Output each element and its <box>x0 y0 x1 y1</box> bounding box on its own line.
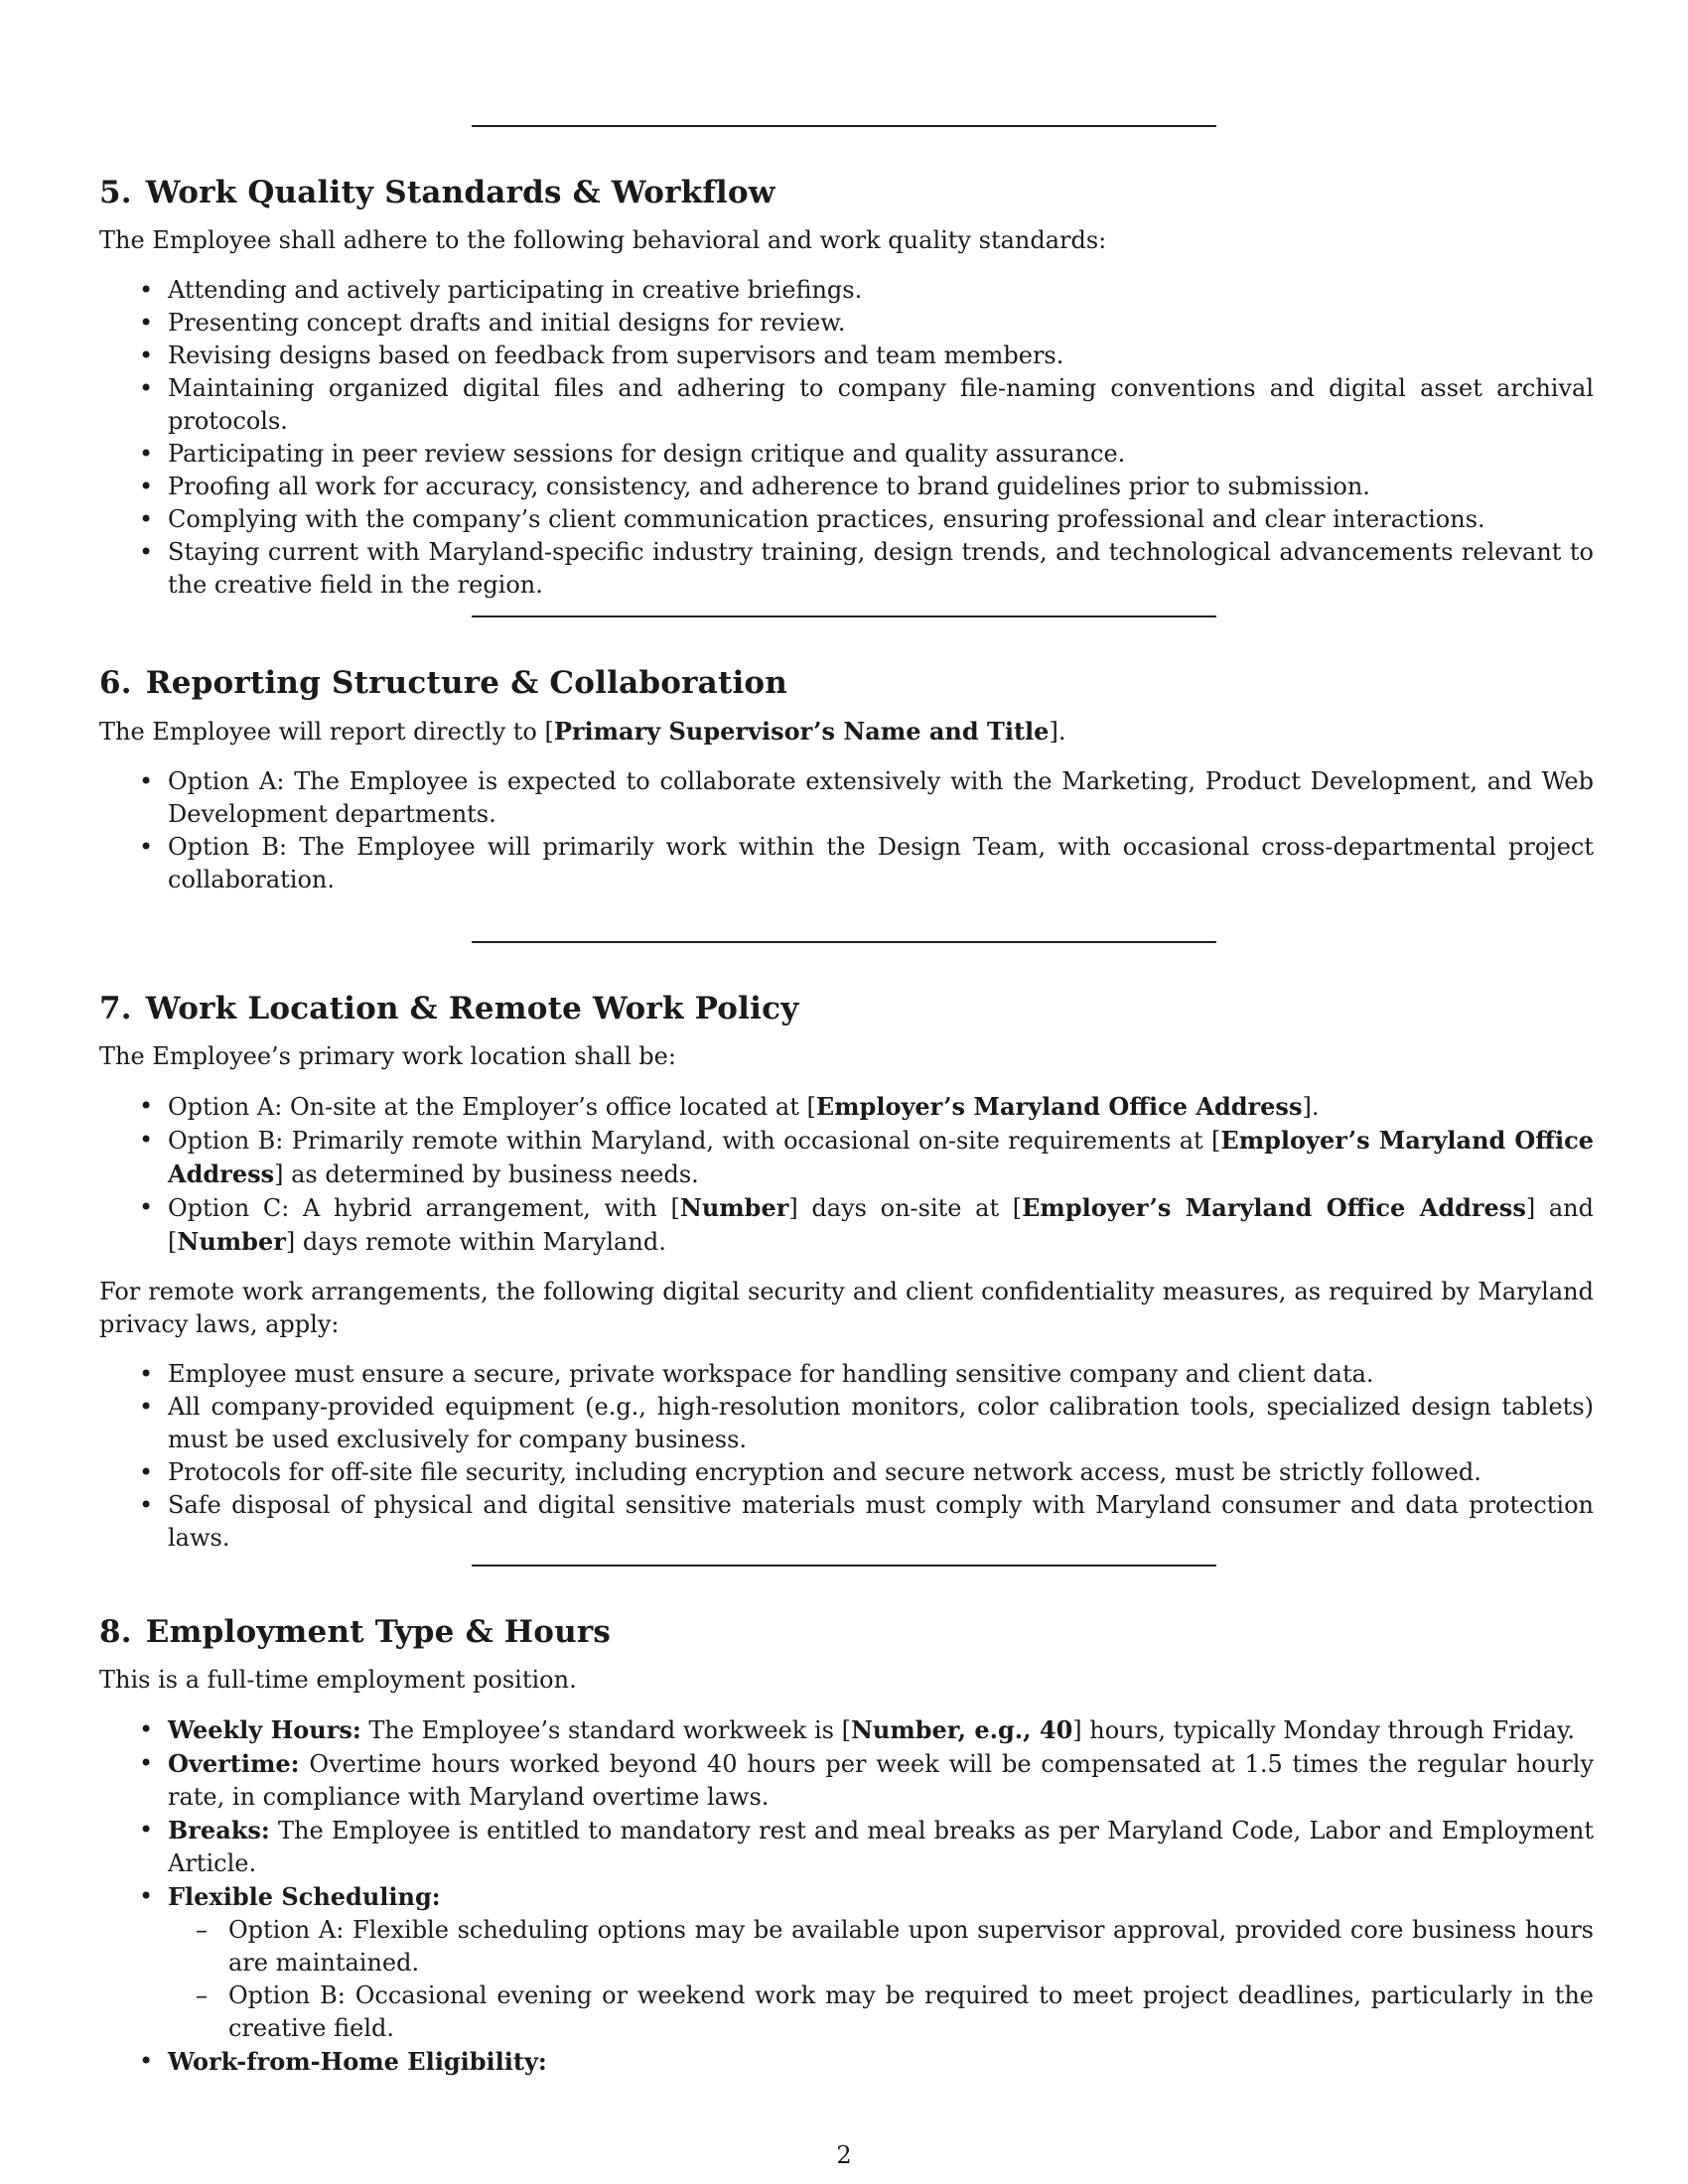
list-item: • Revising designs based on feedback from supervisors and team members. <box>99 340 1594 372</box>
list-item: • Overtime: Overtime hours worked beyond 40 hours per week will be compensated at 1.5 times the regular hourly rate, in compliance with Maryland overtime laws. <box>99 1747 1594 1814</box>
list-item: • Participating in peer review sessions for design critique and quality assurance. <box>99 438 1594 471</box>
list-item: • Protocols for off-site file security, including encryption and secure network access, must be strictly followed. <box>99 1456 1594 1489</box>
section-6-list <box>99 765 1594 896</box>
section-divider <box>472 1565 1216 1567</box>
list-item: • Breaks: The Employee is entitled to mandatory rest and meal breaks as per Maryland Code, Labor and Employment Article. <box>99 1814 1594 1880</box>
list-item: – Option B: Occasional evening or weekend work may be required to meet project deadlines, particularly in the creative field. <box>168 1979 1594 2045</box>
list-item: • Option C: A hybrid arrangement, with [Number] days on-site at [Employer’s Maryland Office Address] and [Number] days remote within Maryland. <box>99 1191 1594 1259</box>
flex-scheduling-options <box>168 1914 1594 2045</box>
section-7-heading: 7. Work Location & Remote Work Policy <box>99 991 799 1026</box>
list-item: • Attending and actively participating in creative briefings. <box>99 274 1594 307</box>
list-item: • Presenting concept drafts and initial designs for review. <box>99 307 1594 340</box>
list-item: • Complying with the company’s client communication practices, ensuring professional and clear interactions. <box>99 503 1594 536</box>
list-item: • Maintaining organized digital files and adhering to company file-naming conventions and digital asset archival protocols. <box>99 372 1594 438</box>
section-7-intro: The Employee’s primary work location shall be: <box>99 1042 676 1070</box>
list-item: • All company-provided equipment (e.g., high-resolution monitors, color calibration tools, specialized design tablets) must be used exclusively for company business. <box>99 1391 1594 1456</box>
section-divider <box>472 941 1216 943</box>
page-number: 2 <box>836 2141 852 2169</box>
remote-work-intro: For remote work arrangements, the following digital security and client confidentiality measures, as required by Maryland privacy laws, apply: <box>99 1278 1594 1338</box>
list-item: – Option A: Flexible scheduling options may be available upon supervisor approval, provided core business hours are maintained. <box>168 1914 1594 1979</box>
list-item: • Option B: The Employee will primarily work within the Design Team, with occasional cross-departmental project collaboration. <box>99 831 1594 896</box>
section-divider <box>472 125 1216 127</box>
list-item: • Option A: On-site at the Employer’s office located at [Employer’s Maryland Office Address]. <box>99 1090 1594 1124</box>
section-8 <box>99 1612 1594 2079</box>
work-location-options <box>99 1090 1594 1259</box>
remote-work-list <box>99 1358 1594 1555</box>
section-5-heading: 5. Work Quality Standards & Workflow <box>99 175 775 210</box>
list-item: • Safe disposal of physical and digital sensitive materials must comply with Maryland consumer and data protection laws. <box>99 1489 1594 1555</box>
document-page <box>99 0 1594 2184</box>
section-6-intro: The Employee will report directly to [Primary Supervisor’s Name and Title]. <box>99 717 1066 746</box>
section-6 <box>99 663 1594 896</box>
section-8-list <box>99 1713 1594 2079</box>
section-5-intro: The Employee shall adhere to the following behavioral and work quality standards: <box>99 226 1107 254</box>
list-item: • Option B: Primarily remote within Maryland, with occasional on-site requirements at [Employer’s Maryland Office Address] as determined by business needs. <box>99 1124 1594 1191</box>
section-7 <box>99 989 1594 1555</box>
section-5-list <box>99 274 1594 602</box>
list-item: • Flexible Scheduling: – Option A: Flexible scheduling options may be available upon supervisor approval, provided core business hours are maintained. – Option B: Occasional evening or weekend work may be required to meet project deadlines, particularly in the creative field. <box>99 1880 1594 2045</box>
section-divider <box>472 615 1216 617</box>
list-item: • Weekly Hours: The Employee’s standard workweek is [Number, e.g., 40] hours, typically Monday through Friday. <box>99 1713 1594 1747</box>
list-item: • Work-from-Home Eligibility: <box>99 2045 1594 2079</box>
list-item: • Employee must ensure a secure, private workspace for handling sensitive company and client data. <box>99 1358 1594 1391</box>
section-8-intro: This is a full-time employment position. <box>99 1666 577 1694</box>
list-item: • Proofing all work for accuracy, consistency, and adherence to brand guidelines prior to submission. <box>99 471 1594 503</box>
section-6-heading: 6. Reporting Structure & Collaboration <box>99 665 788 701</box>
supervisor-placeholder: Primary Supervisor’s Name and Title <box>553 717 1050 746</box>
section-8-heading: 8. Employment Type & Hours <box>99 1614 612 1650</box>
list-item: • Option A: The Employee is expected to collaborate extensively with the Marketing, Product Development, and Web Development departments. <box>99 765 1594 831</box>
section-5 <box>99 173 1594 602</box>
list-item: • Staying current with Maryland-specific industry training, design trends, and technological advancements relevant to the creative field in the region. <box>99 536 1594 602</box>
